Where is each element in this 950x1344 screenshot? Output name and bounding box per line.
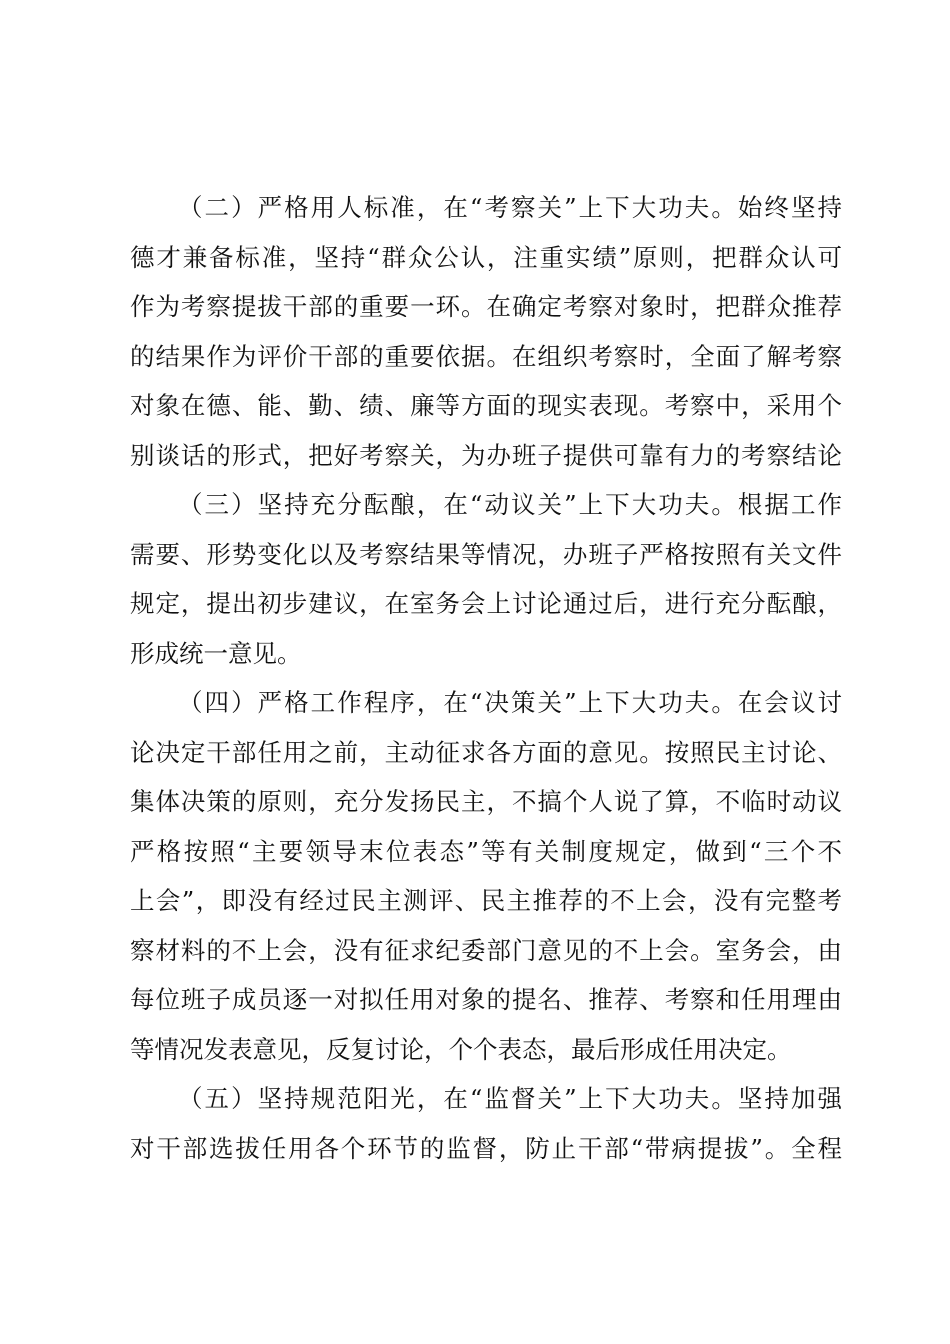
text-line: 德才兼备标准，坚持“群众公认，注重实绩”原则，把群众认可 xyxy=(130,242,842,272)
text-line: 规定，提出初步建议，在室务会上讨论通过后，进行充分酝酿， xyxy=(130,589,842,618)
text-line: 严格按照“主要领导末位表态”等有关制度规定，做到“三个不 xyxy=(130,836,842,866)
text-line: 等情况发表意见，反复讨论，个个表态，最后形成任用决定。 xyxy=(130,1034,792,1064)
text-line: 集体决策的原则，充分发扬民主，不搞个人说了算，不临时动议 xyxy=(130,787,842,816)
text-line: 形成统一意见。 xyxy=(130,638,302,668)
text-line: （五）坚持规范阳光，在“监督关”上下大功夫。坚持加强 xyxy=(178,1084,842,1113)
text-line: 察材料的不上会，没有征求纪委部门意见的不上会。室务会，由 xyxy=(130,935,842,965)
text-line: 别谈话的形式，把好考察关，为办班子提供可靠有力的考察结论 xyxy=(130,440,842,470)
text-line: （三）坚持充分酝酿，在“动议关”上下大功夫。根据工作 xyxy=(178,490,842,519)
text-line: 对干部选拔任用各个环节的监督，防止干部“带病提拔”。全程 xyxy=(130,1133,842,1163)
text-line: 作为考察提拔干部的重要一环。在确定考察对象时，把群众推荐 xyxy=(130,292,842,321)
text-line: 的结果作为评价干部的重要依据。在组织考察时，全面了解考察 xyxy=(130,341,842,371)
text-line: 对象在德、能、勤、绩、廉等方面的现实表现。考察中，采用个 xyxy=(130,391,842,420)
paragraph-2 xyxy=(130,183,842,480)
document-page xyxy=(130,183,842,1173)
text-line: 每位班子成员逐一对拟任用对象的提名、推荐、考察和任用理由 xyxy=(130,985,842,1014)
paragraph-5 xyxy=(130,1074,842,1173)
text-line: 上会”，即没有经过民主测评、民主推荐的不上会，没有完整考 xyxy=(130,886,842,915)
paragraph-4 xyxy=(130,678,842,1074)
text-line: （四）严格工作程序，在“决策关”上下大功夫。在会议讨 xyxy=(178,688,842,717)
text-line: （二）严格用人标准，在“考察关”上下大功夫。始终坚持 xyxy=(178,193,842,222)
paragraph-3 xyxy=(130,480,842,678)
text-line: 需要、形势变化以及考察结果等情况，办班子严格按照有关文件 xyxy=(130,539,842,569)
text-line: 论决定干部任用之前，主动征求各方面的意见。按照民主讨论、 xyxy=(130,737,842,767)
